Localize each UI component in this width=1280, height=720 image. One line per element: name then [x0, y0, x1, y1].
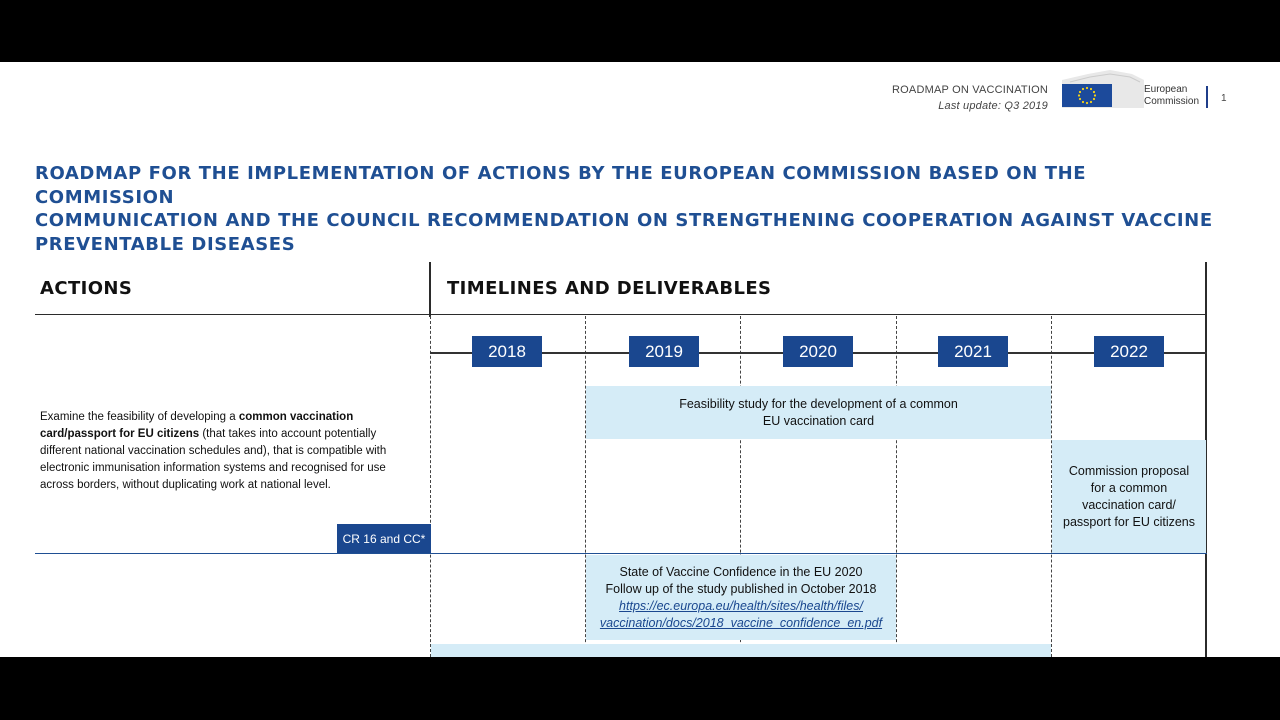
doc-title: ROADMAP ON VACCINATION — [892, 84, 1048, 96]
page-number: 1 — [1221, 93, 1227, 104]
year-label: 2020 — [783, 336, 853, 367]
year-separator — [896, 316, 897, 657]
year-label: 2019 — [629, 336, 699, 367]
last-update: Last update: Q3 2019 — [938, 100, 1048, 112]
title-line-2: COMMUNICATION AND THE COUNCIL RECOMMENDATION ON STRENGTHENING COOPERATION AGAINST VACCINE — [35, 210, 1213, 231]
header-divider — [1206, 86, 1208, 108]
org-line-2: Commission — [1144, 96, 1200, 107]
header-rule — [35, 314, 1207, 315]
page-title — [35, 162, 1225, 256]
year-separator — [430, 316, 431, 657]
org-line-1: European — [1144, 84, 1188, 95]
column-divider — [429, 262, 431, 317]
reference-badge: CR 16 and CC* — [337, 524, 431, 554]
year-label: 2022 — [1094, 336, 1164, 367]
title-line-1: ROADMAP FOR THE IMPLEMENTATION OF ACTIONS BY THE EUROPEAN COMMISSION BASED ON THE COMMISSION — [35, 163, 1087, 208]
actions-column-header: ACTIONS — [40, 278, 133, 299]
document-header — [892, 82, 1048, 114]
deliverable-bar — [431, 644, 1051, 657]
document-page — [0, 62, 1280, 657]
timelines-column-header: TIMELINES AND DELIVERABLES — [447, 278, 772, 299]
deliverable-vaccine-confidence: State of Vaccine Confidence in the EU 2020 Follow up of the study published in October 2018 https://ec.europa.eu/health/sites/health/files/ vaccination/docs/2018_vaccine_confidence_en.pdf — [586, 555, 896, 640]
study-link[interactable]: vaccination/docs/2018_vaccine_confidence_en.pdf — [599, 615, 883, 630]
year-label: 2018 — [472, 336, 542, 367]
action-description: Examine the feasibility of developing a common vaccination card/passport for EU citizens (that takes into account potentially different national vaccination schedules and), that is compatible with electronic immunisation information systems and recognised for use across borders, without duplicating work at national level. — [40, 411, 387, 491]
deliverable-commission-proposal: Commission proposal for a common vaccination card/ passport for EU citizens — [1052, 440, 1206, 554]
organization-name — [1144, 84, 1199, 108]
row-divider — [35, 553, 1207, 554]
title-line-3: PREVENTABLE DISEASES — [35, 233, 296, 255]
deliverable-feasibility-study: Feasibility study for the development of a common EU vaccination card — [586, 386, 1051, 439]
year-label: 2021 — [938, 336, 1008, 367]
study-link[interactable]: https://ec.europa.eu/health/sites/health/files/ — [619, 598, 863, 613]
